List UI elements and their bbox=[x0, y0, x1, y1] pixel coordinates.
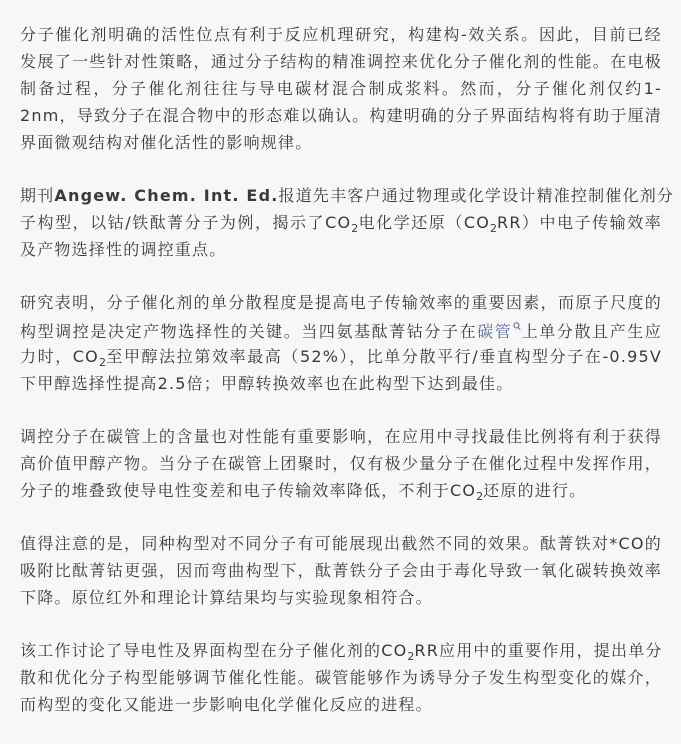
text-line bbox=[20, 236, 662, 263]
text-line bbox=[20, 343, 662, 370]
text-segment: RR应用中的重要作用，提出单分 bbox=[414, 641, 663, 660]
text-segment: 高价值甲醇产物。当分子在碳管上团聚时，仅有极少量分子在催化过程中发挥作用， bbox=[20, 454, 662, 473]
subscript: 2 bbox=[476, 490, 484, 503]
text-line bbox=[20, 370, 662, 397]
text-line bbox=[20, 691, 662, 718]
text-line bbox=[20, 450, 662, 477]
text-segment: 下甲醇选择性提高2.5倍；甲醇转换效率也在此构型下达到最佳。 bbox=[20, 374, 514, 393]
subscript: 2 bbox=[98, 356, 106, 369]
text-segment: 值得注意的是，同种构型对不同分子有可能展现出截然不同的效果。酞菁铁对*CO的 bbox=[20, 534, 662, 553]
text-line bbox=[20, 21, 662, 48]
text-segment: 该工作讨论了导电性及界面构型在分子催化剂的CO bbox=[20, 641, 408, 660]
journal-name: Angew. Chem. Int. Ed. bbox=[54, 186, 279, 205]
keyword-link[interactable]: 碳管 bbox=[477, 322, 513, 341]
text-line bbox=[20, 289, 662, 316]
text-line bbox=[20, 48, 662, 75]
text-segment: 吸附比酞菁钴更强，因而弯曲构型下，酞菁铁分子会由于毒化导致一氧化碳转换效率 bbox=[20, 561, 662, 580]
paragraph bbox=[20, 423, 662, 504]
text-segment: 下降。原位红外和理论计算结果均与实验现象相符合。 bbox=[20, 588, 433, 607]
text-line bbox=[20, 637, 662, 664]
text-segment: 调控分子在碳管上的含量也对性能有重要影响，在应用中寻找最佳比例将有利于获得 bbox=[20, 427, 662, 446]
paragraph bbox=[20, 21, 662, 156]
text-segment: 期刊 bbox=[20, 186, 55, 205]
text-line bbox=[20, 477, 662, 504]
text-segment: 还原的进行。 bbox=[483, 481, 587, 500]
paragraph bbox=[20, 530, 662, 611]
subscript: 2 bbox=[407, 650, 415, 663]
text-segment: 至甲醇法拉第效率最高（52%），比单分散平行/垂直构型分子在-0.95V bbox=[105, 347, 662, 366]
text-line bbox=[20, 423, 662, 450]
text-segment: 发展了一些针对性策略，通过分子结构的精准调控来优化分子催化剂的性能。在电极 bbox=[20, 52, 662, 71]
text-segment: 子构型，以钴/铁酞菁分子为例，揭示了CO bbox=[20, 213, 352, 232]
text-segment: 分子的堆叠致使导电性变差和电子传输效率降低，不利于CO bbox=[20, 481, 477, 500]
text-segment: 分子催化剂明确的活性位点有利于反应机理研究，构建构-效关系。因此，目前已经 bbox=[20, 25, 662, 44]
text-line bbox=[20, 129, 662, 156]
subscript: 2 bbox=[490, 222, 498, 235]
text-segment: 力时，CO bbox=[20, 347, 99, 366]
paragraph bbox=[20, 289, 662, 397]
text-segment: 制备过程，分子催化剂往往与导电碳材混合制成浆料。然而，分子催化剂仅约1- bbox=[20, 79, 662, 98]
text-line bbox=[20, 75, 662, 102]
text-line bbox=[20, 209, 662, 236]
text-segment: 研究表明，分子催化剂的单分散程度是提高电子传输效率的重要因素，而原子尺度的 bbox=[20, 293, 662, 312]
subscript: 2 bbox=[351, 222, 359, 235]
text-segment: 界面微观结构对催化活性的影响规律。 bbox=[20, 133, 313, 152]
text-segment: 报道先丰客户通过物理或化学设计精准控制催化剂分 bbox=[278, 186, 675, 205]
text-line bbox=[20, 584, 662, 611]
text-line bbox=[20, 316, 662, 343]
text-segment: 2nm，导致分子在混合物中的形态难以确认。构建明确的分子界面结构将有助于厘清 bbox=[20, 106, 662, 125]
paragraph bbox=[20, 637, 662, 718]
text-segment: RR）中电子传输效率 bbox=[497, 213, 662, 232]
text-segment: 电化学还原（CO bbox=[358, 213, 491, 232]
article-body bbox=[20, 21, 675, 744]
text-segment: 上单分散且产生应 bbox=[521, 322, 662, 341]
text-segment: 而构型的变化又能进一步影响电化学催化反应的进程。 bbox=[20, 695, 433, 714]
text-segment: 构型调控是决定产物选择性的关键。当四氨基酞菁钴分子在 bbox=[20, 322, 478, 341]
text-line bbox=[20, 102, 662, 129]
text-segment: 散和优化分子构型能够调节催化性能。碳管能够作为诱导分子发生构型变化的媒介， bbox=[20, 668, 662, 687]
paragraph bbox=[20, 182, 675, 263]
text-line bbox=[20, 557, 662, 584]
text-line bbox=[20, 530, 662, 557]
text-line bbox=[20, 664, 662, 691]
text-line bbox=[20, 182, 675, 209]
text-segment: 及产物选择性的调控重点。 bbox=[20, 240, 227, 259]
